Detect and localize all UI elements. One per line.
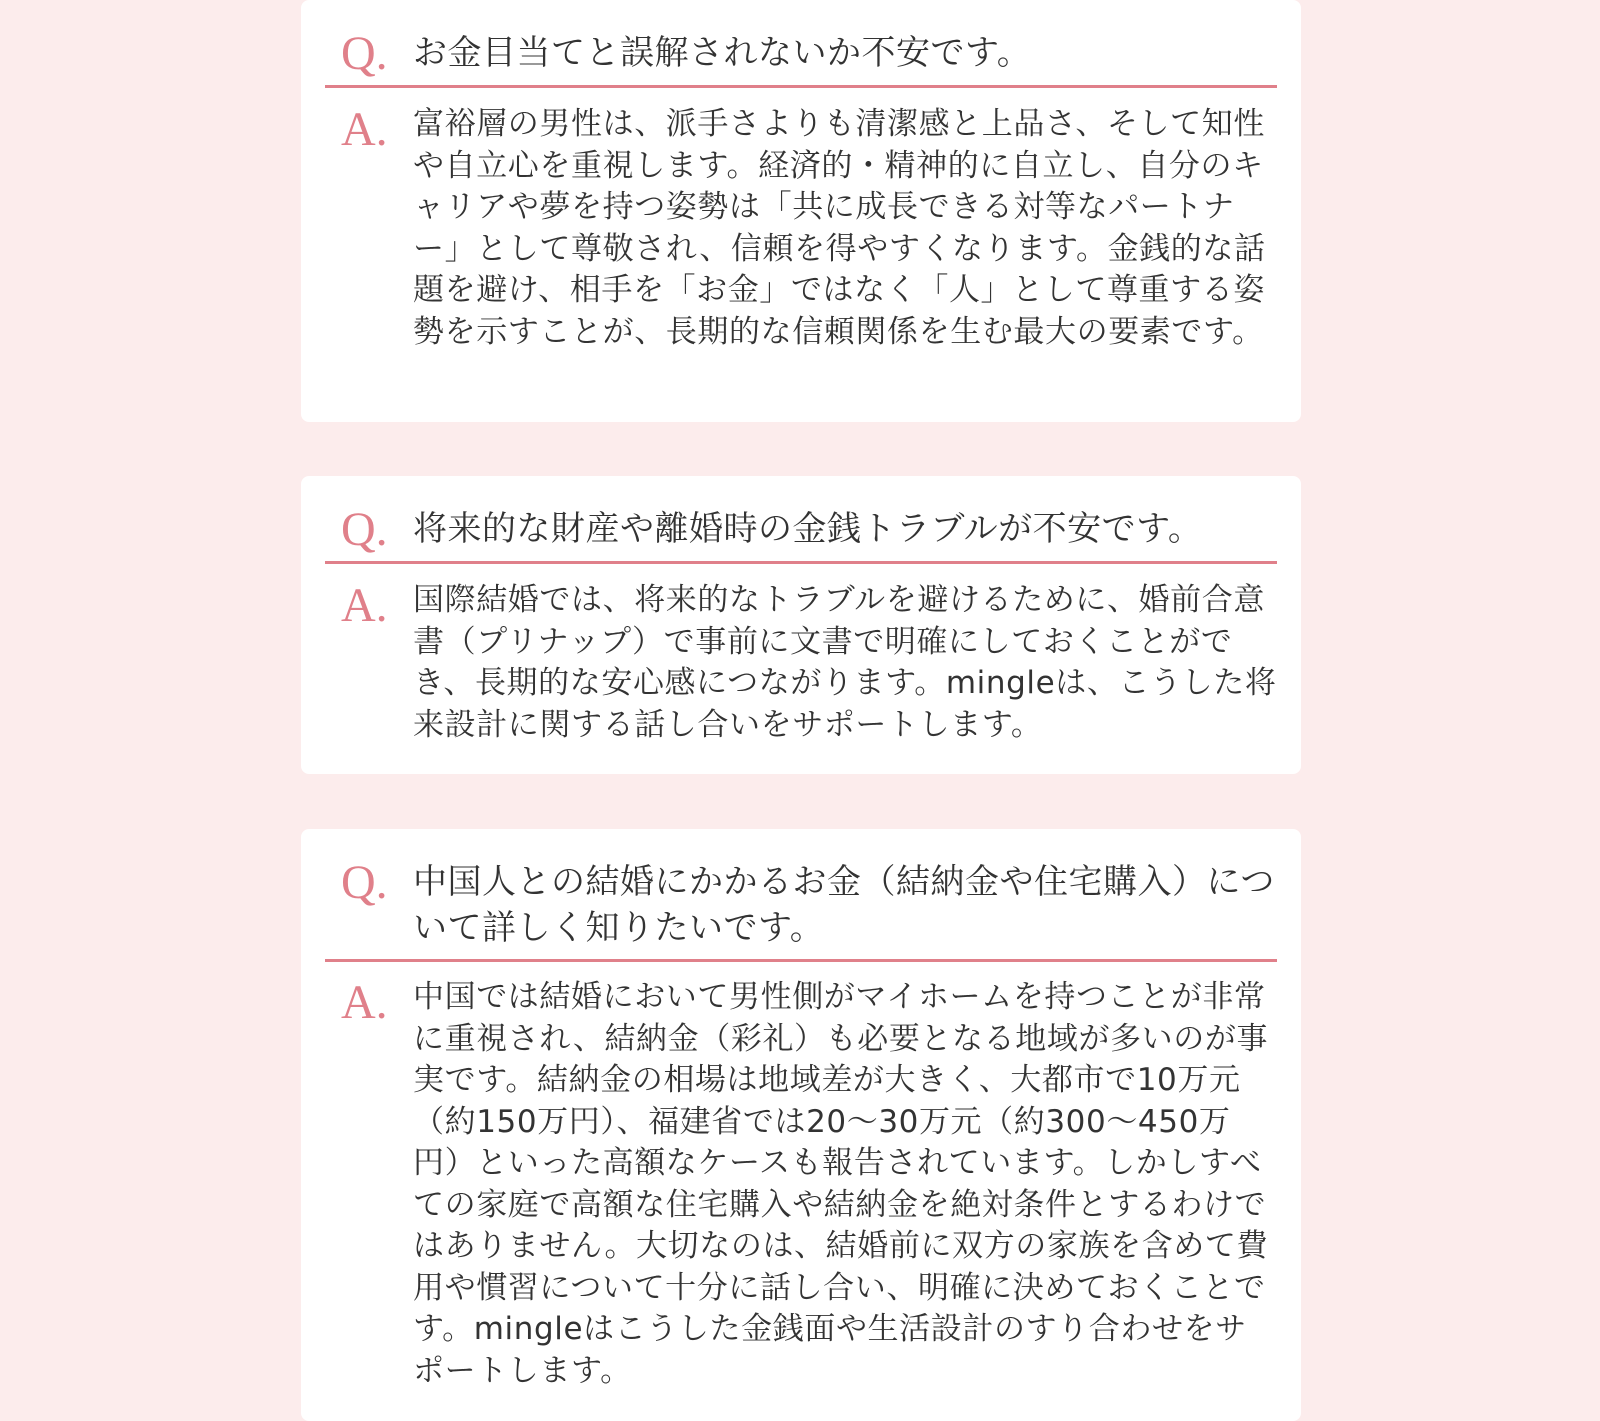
faq-card-3 bbox=[301, 829, 1301, 1421]
divider bbox=[325, 561, 1277, 564]
a-marker: A. bbox=[341, 579, 388, 632]
answer-text: 富裕層の男性は、派手さよりも清潔感と上品さ、そして知性や自立心を重視します。経済的・精神的に自立し、自分のキャリアや夢を持つ姿勢は「共に成長できる対等なパートナー」として尊敬され、信頼を得やすくなります。金銭的な話題を避け、相手を「お金」ではなく「人」として尊重する姿勢を示すことが、長期的な信頼関係を生む最大の要素です。 bbox=[413, 106, 1266, 350]
question-text: お金目当てと誤解されないか不安です。 bbox=[413, 33, 1032, 73]
question-text: 中国人との結婚にかかるお金（結納金や住宅購入）について詳しく知りたいです。 bbox=[413, 862, 1275, 948]
answer-text: 中国では結婚において男性側がマイホームを持つことが非常に重視され、結納金（彩礼）も必要となる地域が多いのが事実です。結納金の相場は地域差が大きく、大都市で10万元（約150万円）、福建省では20～30万元（約300～450万円）といった高額なケースも報告されています。しかしすべての家庭で高額な住宅購入や結納金を絶対条件とするわけではありません。大切なのは、結婚前に双方の家族を含めて費用や慣習について十分に話し合い、明確に決めておくことです。mingleはこうした金銭面や生活設計のすり合わせをサポートします。 bbox=[413, 979, 1269, 1389]
a-marker: A. bbox=[341, 103, 388, 156]
faq-card-2 bbox=[301, 476, 1301, 774]
question-row bbox=[325, 503, 1277, 556]
question-text: 将来的な財産や離婚時の金銭トラブルが不安です。 bbox=[413, 509, 1203, 549]
question-row bbox=[325, 856, 1277, 951]
q-marker: Q. bbox=[341, 856, 388, 909]
divider bbox=[325, 959, 1277, 962]
divider bbox=[325, 85, 1277, 88]
question-row bbox=[325, 27, 1277, 80]
a-marker: A. bbox=[341, 976, 388, 1029]
q-marker: Q. bbox=[341, 503, 388, 556]
q-marker: Q. bbox=[341, 27, 388, 80]
answer-row bbox=[325, 104, 1277, 353]
answer-text: 国際結婚では、将来的なトラブルを避けるために、婚前合意書（プリナップ）で事前に文書で明確にしておくことができ、長期的な安心感につながります。mingleは、こうした将来設計に関する話し合いをサポートします。 bbox=[413, 582, 1277, 743]
faq-card-1 bbox=[301, 0, 1301, 422]
answer-row bbox=[325, 580, 1277, 746]
answer-row bbox=[325, 977, 1277, 1392]
